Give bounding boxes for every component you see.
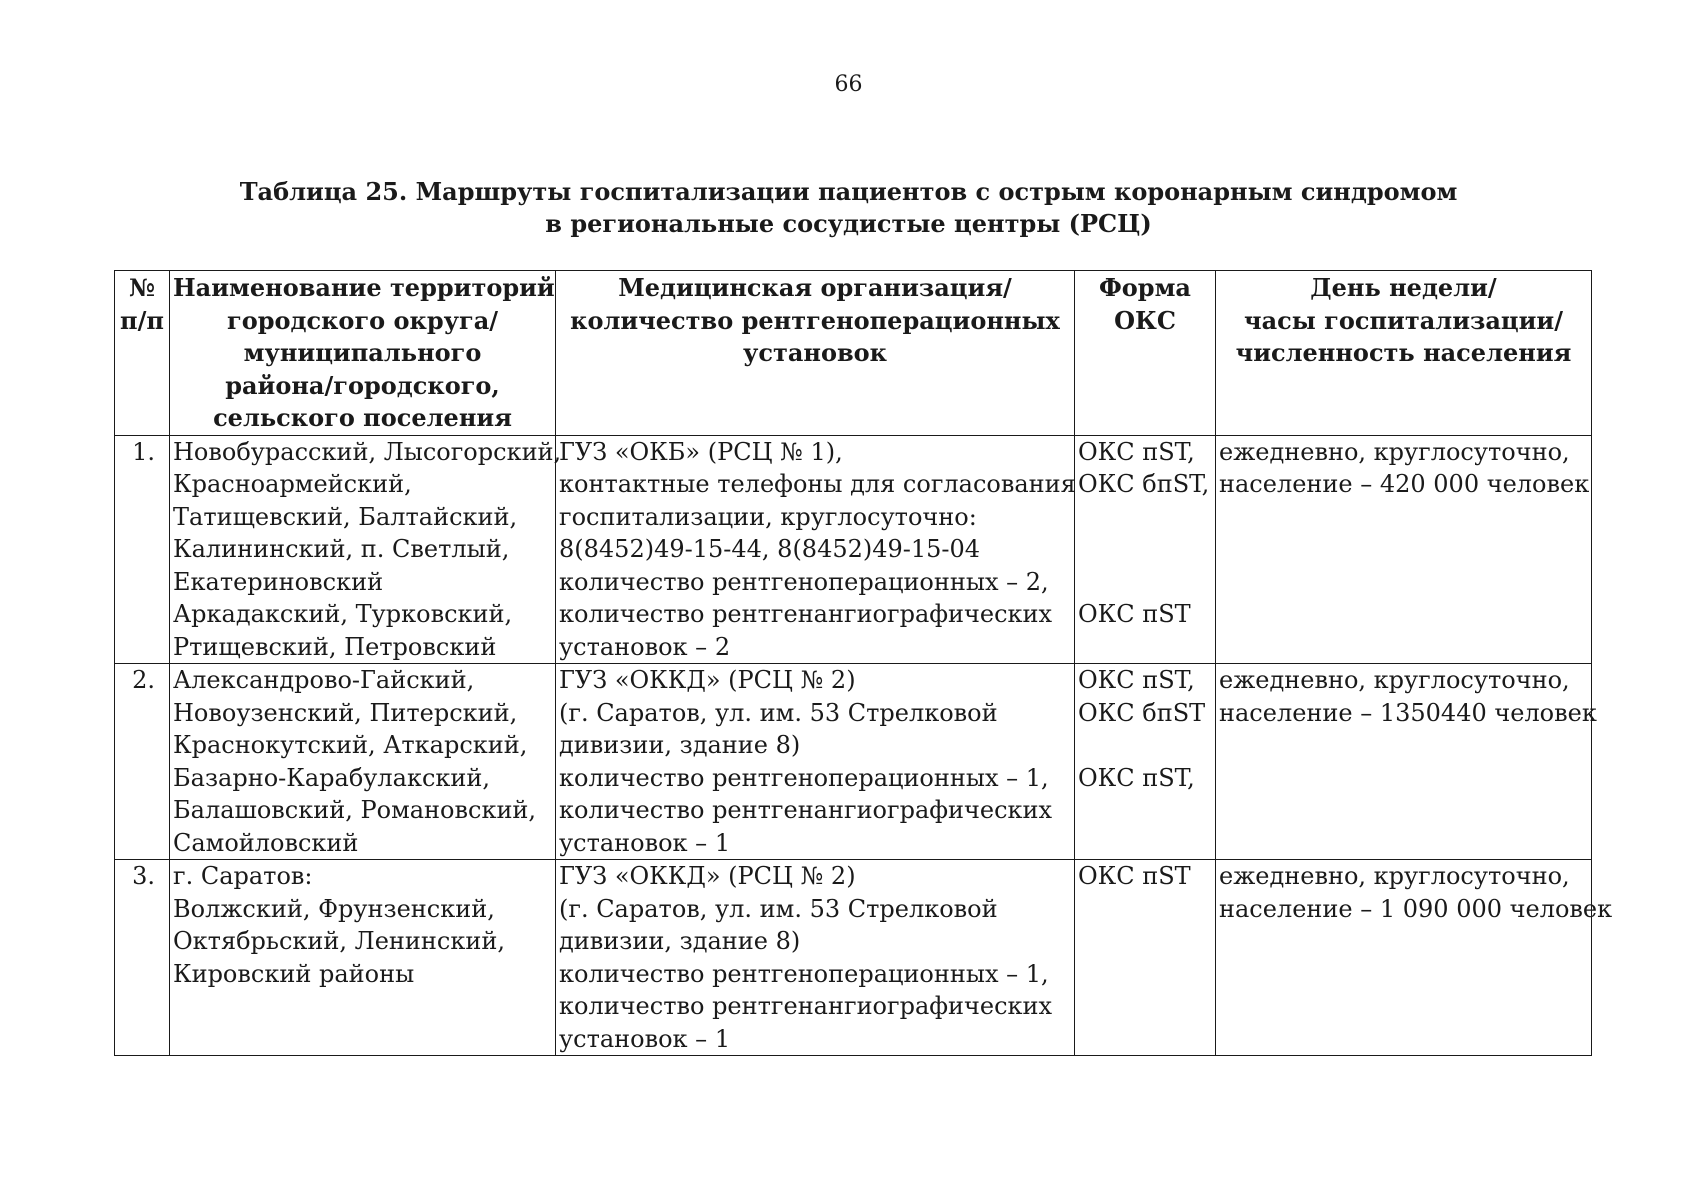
territory-cell [170,860,556,1056]
territory-cell [170,664,556,860]
cell-line: Ртищевский, Петровский [173,632,497,661]
cell-line: Новобурасский, Лысогорский, [173,437,562,466]
cell-line: Октябрьский, Ленинский, [173,927,505,955]
header-line: района/городского, [225,370,500,400]
cell-line: Базарно-Карабулакский, [173,763,491,792]
header-line: Форма [1099,273,1191,302]
cell-line: количество рентгенангиографических [559,796,1053,824]
schedule-cell [1216,860,1613,1056]
header-form [1075,271,1216,436]
cell-line: Новоузенский, Питерский, [173,698,518,727]
table-row [115,860,1592,1056]
cell-line: г. Саратов: [173,862,313,890]
cell-line: ГУЗ «ОКБ» (РСЦ № 1), [559,437,843,466]
cell-line: количество рентгеноперационных – 2, [559,567,1049,596]
cell-line: Балашовский, Романовский, [173,796,537,824]
territory-cell [170,435,562,664]
cell-line: ГУЗ «ОККД» (РСЦ № 2) [559,666,856,694]
schedule-cell [1216,435,1592,664]
header-schedule [1216,271,1592,436]
row-number: 3. [115,860,170,1056]
page-number: 66 [834,72,863,97]
cell-line: население – 420 000 человек [1219,470,1590,498]
table-title [0,176,1697,240]
header-line: ОКС [1114,305,1176,335]
cell-line: ОКС бпST [1078,698,1206,727]
cell-line: (г. Саратов, ул. им. 53 Стрелковой [559,698,998,727]
table-row [115,435,1592,664]
cell-line: количество рентгеноперационных – 1, [559,959,1049,988]
cell-line: установок – 1 [559,1024,731,1053]
cell-line: 8(8452)49-15-44, 8(8452)49-15-04 [559,535,981,563]
header-line: муниципального [243,338,482,367]
cell-line: Екатериновский [173,567,384,596]
cell-line: количество рентгеноперационных – 1, [559,763,1049,792]
header-num [115,271,170,436]
header-line: Наименование территорий [173,273,555,302]
row-number: 2. [115,664,170,860]
organization-cell [556,860,1075,1056]
form-cell [1075,860,1216,1056]
cell-line: Аркадакский, Турковский, [173,600,513,628]
cell-line: контактные телефоны для согласования [559,470,1076,498]
spacer [1078,533,1212,566]
header-organization [556,271,1075,436]
routes-table [114,270,1613,1056]
cell-line: Волжский, Фрунзенский, [173,894,495,923]
header-line: часы госпитализации/ [1244,305,1563,335]
cell-line: ГУЗ «ОККД» (РСЦ № 2) [559,862,856,890]
cell-line: ОКС пST, [1078,763,1195,792]
spacer [1078,729,1212,762]
cell-line: ОКС бпST, [1078,470,1210,498]
cell-line: ОКС пST, [1078,666,1195,694]
header-line: сельского поселения [213,403,512,432]
spacer [1078,566,1212,599]
organization-cell [556,664,1075,860]
schedule-cell [1216,664,1597,860]
header-line: № [128,273,156,302]
cell-line: количество рентгенангиографических [559,992,1053,1020]
cell-line: госпитализации, круглосуточно: [559,502,977,531]
header-line: День недели/ [1310,273,1497,302]
header-line: городского округа/ [226,305,499,335]
cell-line: ежедневно, круглосуточно, [1219,862,1570,890]
spacer [1078,501,1212,534]
cell-line: ежедневно, круглосуточно, [1219,666,1570,694]
cell-line: установок – 2 [559,632,731,661]
cell-line: Краснокутский, Аткарский, [173,731,528,759]
cell-line: Самойловский [173,828,359,857]
cell-line: количество рентгенангиографических [559,600,1053,628]
cell-line: население – 1350440 человек [1219,698,1597,727]
form-cell [1075,664,1216,860]
table-header-row [115,271,1592,436]
cell-line: установок – 1 [559,828,731,857]
cell-line: население – 1 090 000 человек [1219,894,1613,923]
cell-line: Татищевский, Балтайский, [173,502,518,531]
cell-line: ОКС пST [1078,862,1191,890]
cell-line: дивизии, здание 8) [559,927,801,955]
cell-line: ОКС пST [1078,600,1191,628]
cell-line: Красноармейский, [173,470,412,498]
header-line: Медицинская организация/ [618,273,1012,302]
cell-line: Александрово-Гайский, [173,666,475,694]
header-line: количество рентгеноперационных [570,305,1060,335]
organization-cell [556,435,1075,664]
cell-line: (г. Саратов, ул. им. 53 Стрелковой [559,894,998,923]
cell-line: Калининский, п. Светлый, [173,535,510,563]
cell-line: дивизии, здание 8) [559,731,801,759]
cell-line: Кировский районы [173,959,415,988]
header-line: численность населения [1235,338,1572,367]
table-title-line: Таблица 25. Маршруты госпитализации пациентов с острым коронарным синдромом [239,177,1458,206]
row-number: 1. [115,435,170,664]
table-title-line: в региональные сосудистые центры (РСЦ) [545,209,1152,238]
form-cell [1075,435,1216,664]
header-territory [170,271,556,436]
header-line: п/п [120,305,164,335]
cell-line: ОКС пST, [1078,437,1195,466]
cell-line: ежедневно, круглосуточно, [1219,437,1570,466]
header-line: установок [743,338,887,367]
table-row [115,664,1592,860]
